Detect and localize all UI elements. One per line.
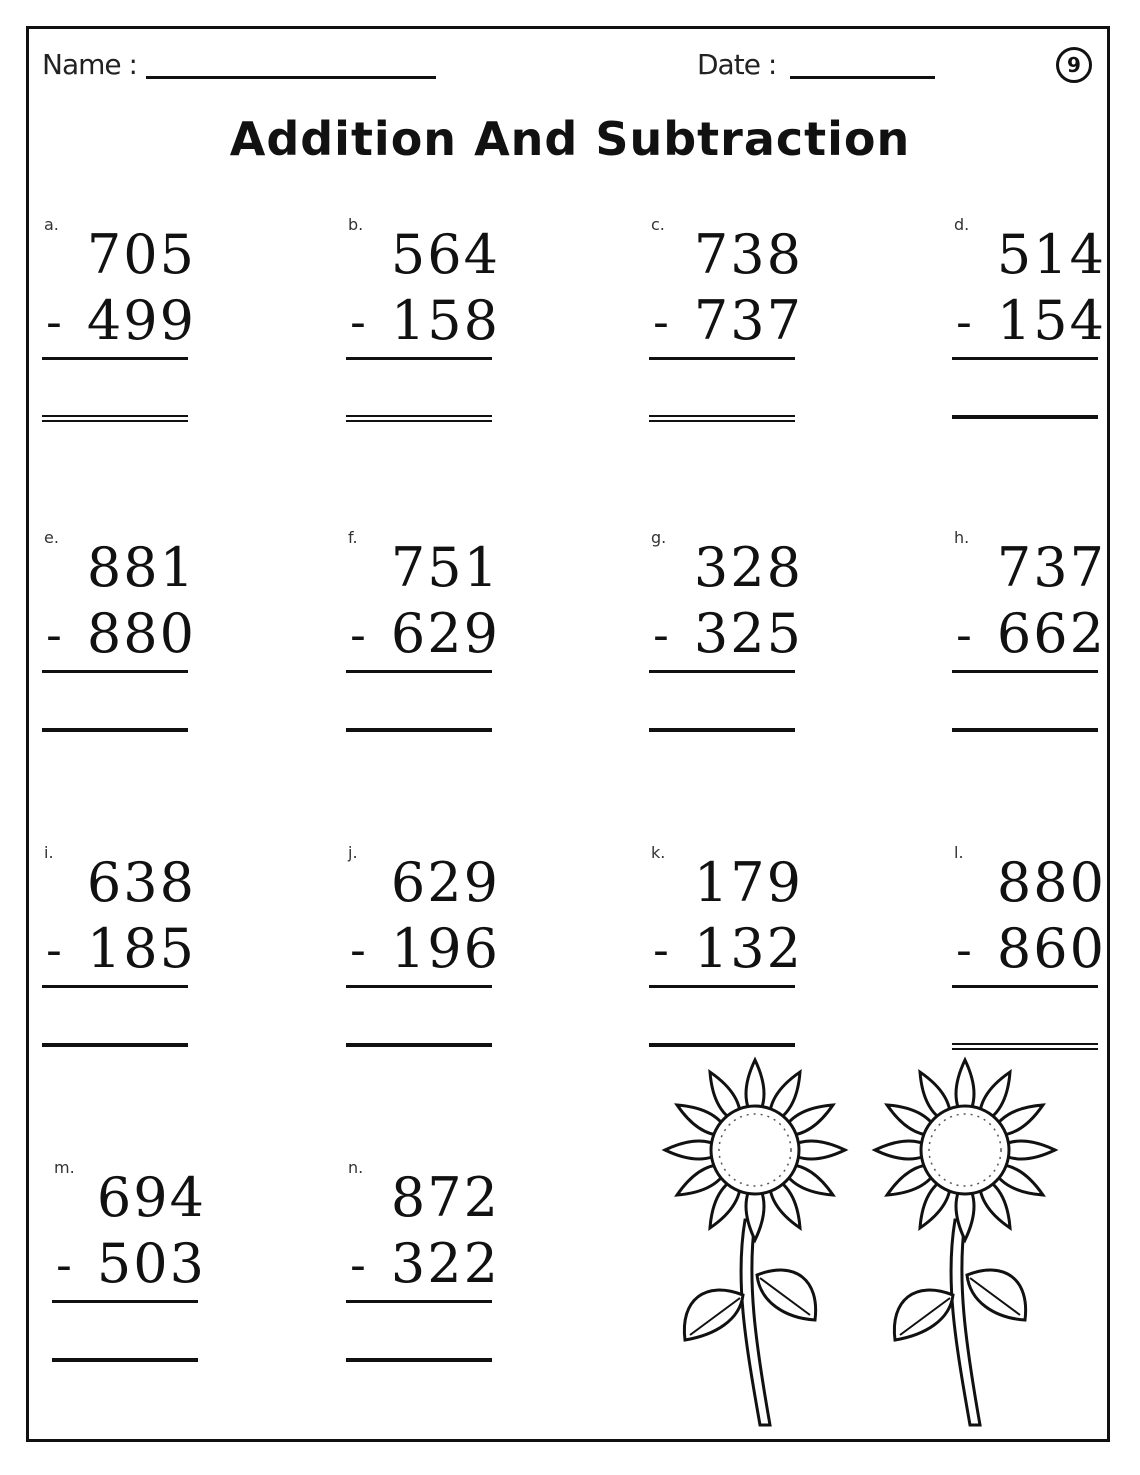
problem-c	[649, 215, 809, 445]
problem-label: g.	[651, 528, 667, 547]
minuend: 751	[390, 536, 500, 599]
minus-sign: -	[956, 297, 972, 348]
minuend: 881	[86, 536, 196, 599]
minuend: 694	[96, 1166, 206, 1229]
problem-b	[346, 215, 506, 445]
problem-label: l.	[954, 843, 964, 862]
problem-label: c.	[651, 215, 665, 234]
problem-a	[42, 215, 202, 445]
problem-label: b.	[348, 215, 364, 234]
problem-e	[42, 528, 202, 758]
problem-m	[52, 1158, 212, 1388]
minuend: 638	[86, 851, 196, 914]
sum-line	[42, 985, 188, 988]
subtrahend: 158	[390, 289, 500, 352]
problem-label: f.	[348, 528, 358, 547]
problem-label: j.	[348, 843, 358, 862]
minuend: 328	[693, 536, 803, 599]
problem-label: a.	[44, 215, 59, 234]
minus-sign: -	[56, 1240, 72, 1291]
worksheet-title: Addition And Subtraction	[229, 112, 911, 166]
sum-line	[346, 1300, 492, 1303]
sum-line	[649, 357, 795, 360]
answer-line[interactable]	[649, 728, 795, 732]
sum-line	[952, 985, 1098, 988]
minuend: 705	[86, 223, 196, 286]
minuend: 880	[996, 851, 1106, 914]
subtrahend: 629	[390, 602, 500, 665]
problem-label: h.	[954, 528, 970, 547]
answer-line[interactable]	[42, 1043, 188, 1047]
answer-line[interactable]	[42, 415, 188, 422]
sunflowers-illustration	[655, 1040, 1095, 1430]
subtrahend: 196	[390, 917, 500, 980]
sum-line	[346, 985, 492, 988]
minuend: 629	[390, 851, 500, 914]
subtrahend: 499	[86, 289, 196, 352]
subtrahend: 662	[996, 602, 1106, 665]
subtrahend: 737	[693, 289, 803, 352]
minus-sign: -	[350, 297, 366, 348]
answer-line[interactable]	[346, 1043, 492, 1047]
problem-label: d.	[954, 215, 970, 234]
name-field[interactable]	[146, 76, 436, 79]
answer-line[interactable]	[346, 1358, 492, 1362]
answer-line[interactable]	[952, 415, 1098, 419]
sum-line	[52, 1300, 198, 1303]
subtrahend: 154	[996, 289, 1106, 352]
problem-k	[649, 843, 809, 1073]
subtrahend: 322	[390, 1232, 500, 1295]
answer-line[interactable]	[42, 728, 188, 732]
minuend: 738	[693, 223, 803, 286]
problem-g	[649, 528, 809, 758]
name-label: Name :	[42, 48, 137, 81]
problem-label: i.	[44, 843, 54, 862]
sum-line	[649, 670, 795, 673]
answer-line[interactable]	[346, 728, 492, 732]
problem-i	[42, 843, 202, 1073]
subtrahend: 325	[693, 602, 803, 665]
minuend: 737	[996, 536, 1106, 599]
minus-sign: -	[350, 1240, 366, 1291]
subtrahend: 185	[86, 917, 196, 980]
page-number-badge: 9	[1056, 47, 1092, 83]
minus-sign: -	[46, 925, 62, 976]
minuend: 564	[390, 223, 500, 286]
minus-sign: -	[46, 297, 62, 348]
sum-line	[952, 670, 1098, 673]
date-field[interactable]	[790, 76, 935, 79]
minus-sign: -	[350, 925, 366, 976]
minus-sign: -	[653, 925, 669, 976]
subtrahend: 132	[693, 917, 803, 980]
sum-line	[42, 357, 188, 360]
sum-line	[649, 985, 795, 988]
subtrahend: 503	[96, 1232, 206, 1295]
problem-label: n.	[348, 1158, 364, 1177]
date-label: Date :	[697, 48, 777, 81]
problem-j	[346, 843, 506, 1073]
sum-line	[346, 357, 492, 360]
answer-line[interactable]	[952, 728, 1098, 732]
minus-sign: -	[653, 297, 669, 348]
sum-line	[952, 357, 1098, 360]
subtrahend: 880	[86, 602, 196, 665]
minus-sign: -	[46, 610, 62, 661]
minus-sign: -	[956, 925, 972, 976]
minus-sign: -	[956, 610, 972, 661]
problem-f	[346, 528, 506, 758]
minus-sign: -	[653, 610, 669, 661]
minuend: 872	[390, 1166, 500, 1229]
answer-line[interactable]	[346, 415, 492, 422]
problem-n	[346, 1158, 506, 1388]
problem-l	[952, 843, 1112, 1073]
subtrahend: 860	[996, 917, 1106, 980]
problem-d	[952, 215, 1112, 445]
answer-line[interactable]	[649, 415, 795, 422]
problem-h	[952, 528, 1112, 758]
problem-label: k.	[651, 843, 666, 862]
sum-line	[346, 670, 492, 673]
problem-label: e.	[44, 528, 59, 547]
minuend: 514	[996, 223, 1106, 286]
minus-sign: -	[350, 610, 366, 661]
answer-line[interactable]	[52, 1358, 198, 1362]
sum-line	[42, 670, 188, 673]
minuend: 179	[693, 851, 803, 914]
problem-label: m.	[54, 1158, 75, 1177]
